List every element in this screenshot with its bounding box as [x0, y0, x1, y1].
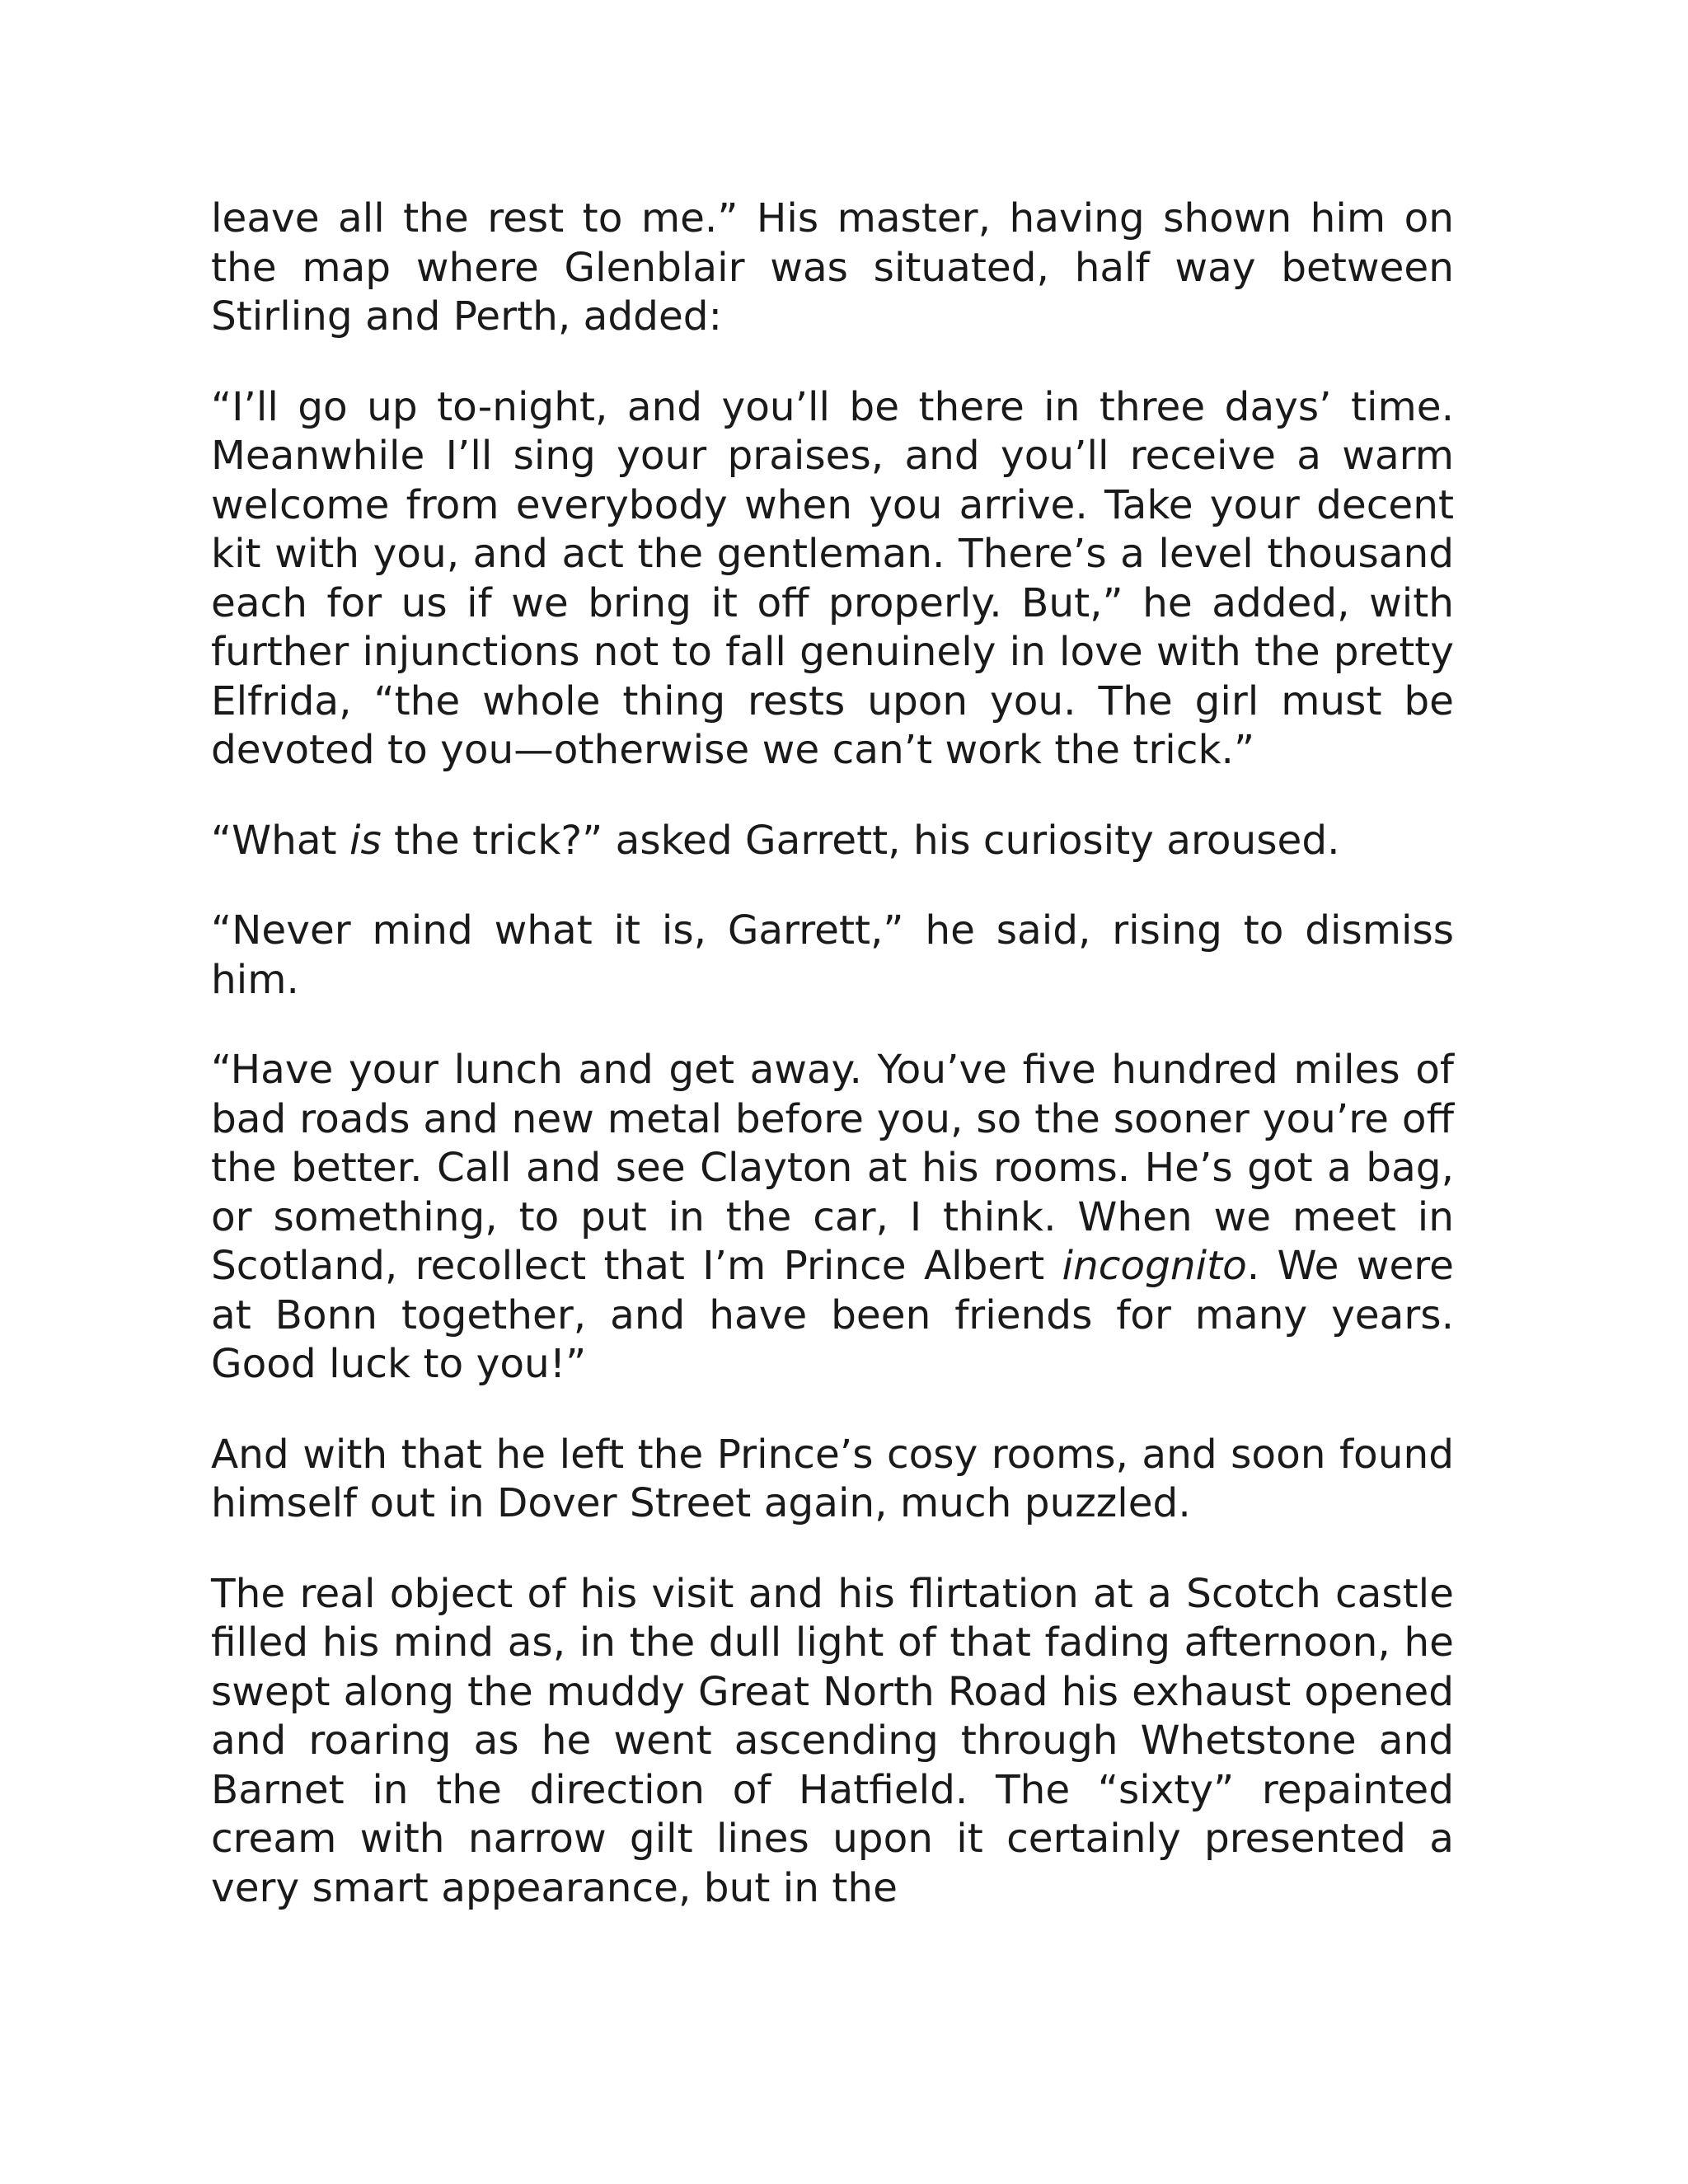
text-segment: The real object of his visit and his flirtation at a Scotch castle filled his mind as, in the dull light of that fading afternoon, he swept along the muddy Great North Road his exhaust opened and roaring as he went ascending through Whetstone and Barnet in the direction of Hatfield. The “sixty” repainted cream with narrow gilt lines upon it certainly presented a very smart appearance, but in the	[211, 1570, 1454, 1911]
text-segment: leave all the rest to me.” His master, having shown him on the map where Glenblair was situated, half way between Stirling and Perth, added:	[211, 195, 1454, 340]
italic-text-segment: incognito	[1062, 1243, 1247, 1289]
italic-text-segment: is	[349, 817, 382, 864]
text-segment: “I’ll go up to-night, and you’ll be there in three days’ time. Meanwhile I’ll sing your praises, and you’ll receive a warm welcome from everybody when you arrive. Take your decent kit with you, and act the gentleman. There’s a level thousand each for us if we bring it off properly. But,” he added, with further injunctions not to fall genuinely in love with the pretty Elfrida, “the whole thing rests upon you. The girl must be devoted to you—otherwise we can’t work the trick.”	[211, 383, 1454, 773]
paragraph-3	[211, 817, 1454, 866]
text-segment: the trick?” asked Garrett, his curiosity aroused.	[381, 817, 1340, 864]
text-segment: “Never mind what it is, Garrett,” he said, rising to dismiss him.	[211, 907, 1454, 1003]
document-page	[211, 194, 1454, 1913]
text-segment: . We were at Bonn together, and have been friends for many years. Good luck to you!”	[211, 1243, 1455, 1387]
text-segment: “Have your lunch and get away. You’ve five hundred miles of bad roads and new metal before you, so the sooner you’re off the better. Call and see Clayton at his rooms. He’s got a bag, or something, to put in the car, I think. When we meet in Scotland, recollect that I’m Prince Albert	[211, 1047, 1454, 1289]
text-segment: “What	[211, 817, 349, 864]
text-segment: And with that he left the Prince’s cosy rooms, and soon found himself out in Dover Street again, much puzzled.	[211, 1431, 1454, 1526]
paragraph-5	[211, 1046, 1454, 1390]
paragraph-6	[211, 1431, 1454, 1529]
paragraph-4	[211, 907, 1454, 1005]
paragraph-1	[211, 194, 1454, 342]
paragraph-7	[211, 1570, 1454, 1914]
paragraph-2	[211, 383, 1454, 776]
